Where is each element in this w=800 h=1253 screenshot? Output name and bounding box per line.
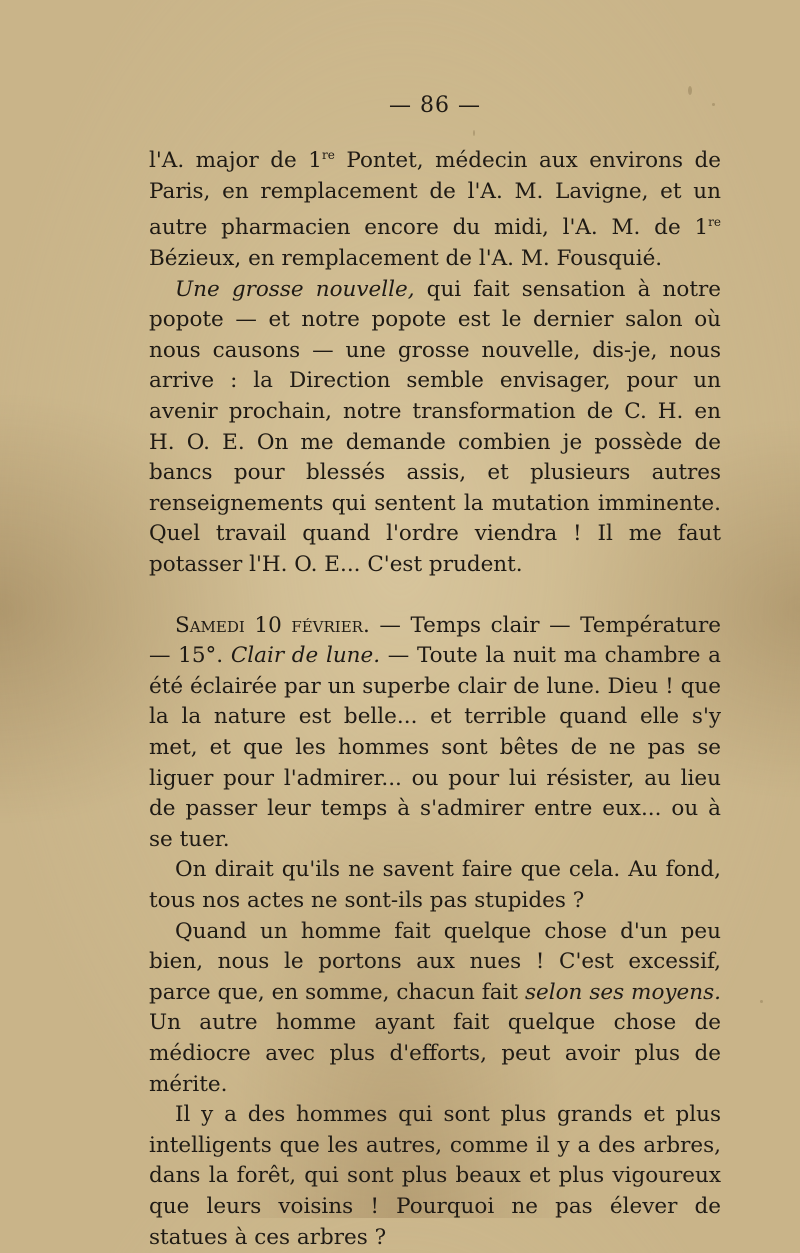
section-gap [149,581,721,611]
paragraph-3: Samedi 10 février. — Temps clair — Température — 15°. Clair de lune. — Toute la nuit ma chambre a été éclairée par un superbe clair de lune. Dieu ! que la la nature est belle... et terrible quand elle s'y met, et que les hommes sont bêtes de ne pas se liguer pour l'admirer... ou pour lui résister, au lieu de passer leur temps à s'admirer entre eux... ou à se tuer. [149,612,721,852]
page-body [149,140,721,1253]
paper-spot [760,1000,763,1003]
date-heading: Samedi 10 février. [175,612,370,638]
paragraph-6: Il y a des hommes qui sont plus grands et plus intelligents que les autres, comme il y a des arbres, dans la forêt, qui sont plus beaux et plus vigoureux que leurs voisins ! Pourquoi ne pas élever de statues à ces arbres ? [149,1102,721,1250]
page-number-header: — 86 — [389,93,481,118]
paragraph-2: Une grosse nouvelle, qui fait sensation à notre popote — et notre popote est le dernier salon où nous causons — une grosse nouvelle, dis-je, nous arrive : la Direction semble envisager, pour un avenir prochain, notre transformation de C. H. en H. O. E. On me demande combien je possède de bancs pour blessés assis, et plusieurs autres renseignements qui sentent la mutation imminente. Quel travail quand l'ordre viendra ! Il me faut potasser l'H. O. E... C'est prudent. [149,276,721,578]
paragraph-4: On dirait qu'ils ne savent faire que cela. Au fond, tous nos actes ne sont-ils pas stupides ? [149,857,721,913]
paper-spot [473,130,475,136]
italic-lead: Une grosse nouvelle, [175,276,415,302]
paragraph-5: Quand un homme fait quelque chose d'un peu bien, nous le portons aux nues ! C'est excessif, parce que, en somme, chacun fait selon ses moyens. Un autre homme ayant fait quelque chose de médiocre avec plus d'efforts, peut avoir plus de mérite. [149,918,721,1097]
paragraph-1: l'A. major de 1re Pontet, médecin aux environs de Paris, en remplacement de l'A. M. Lavigne, et un autre pharmacien encore du midi, l'A. M. de 1re Bézieux, en remplacement de l'A. M. Fousquié. [149,148,721,272]
